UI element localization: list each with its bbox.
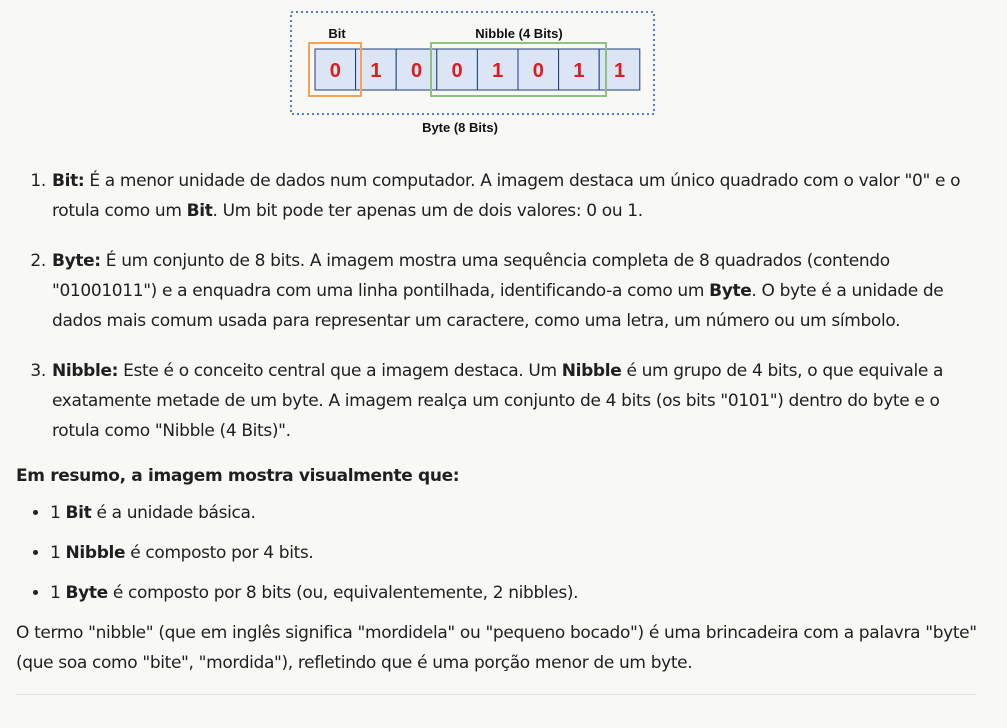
list-item-text: . O byte é a unidade de dados mais comum usada para representar um caractere, como uma letra, um número ou um símbolo. [52, 281, 944, 331]
emphasis: Nibble [561, 361, 622, 381]
bit-value: 1 [613, 60, 626, 82]
emphasis: Byte [65, 583, 108, 603]
bit-value: 0 [410, 60, 423, 82]
summary-count: 1 [50, 543, 66, 563]
byte-label: Byte (8 Bits) [422, 120, 498, 135]
summary-text: é a unidade básica. [91, 503, 256, 523]
summary-item-nibble [50, 538, 981, 568]
definitions-list [16, 166, 981, 446]
explanation-text [16, 166, 981, 678]
term-byte: Byte: [52, 251, 101, 271]
list-item-bit [51, 166, 981, 226]
bit-value: 0 [329, 60, 341, 82]
divider [16, 694, 976, 695]
nibble-label: Nibble (4 Bits) [475, 26, 563, 41]
emphasis: Bit [65, 503, 92, 523]
summary-count: 1 [50, 503, 66, 523]
term-bit: Bit: [52, 171, 85, 191]
list-item-text: É um conjunto de 8 bits. A imagem mostra uma sequência completa de 8 quadrados (contendo "01001011") e a enquadra com uma linha pontilhada, identificando-a como um [52, 251, 890, 301]
emphasis: Byte [709, 281, 752, 301]
list-item-text: é um grupo de 4 bits, o que equivale a exatamente metade de um byte. A imagem realça um conjunto de 4 bits (os bits "0101") dentro do byte e o rotula como "Nibble (4 Bits)". [52, 361, 944, 441]
list-item-text: Este é o conceito central que a imagem destaca. Um [118, 361, 562, 381]
diagram-canvas [0, 0, 1007, 145]
emphasis: Nibble [65, 543, 126, 563]
summary-heading: Em resumo, a imagem mostra visualmente que: [16, 466, 460, 486]
bit-cells [315, 49, 640, 90]
list-item-text: É a menor unidade de dados num computador. A imagem destaca um único quadrado com o valor "0" e o rotula como um [52, 171, 961, 221]
bit-value: 0 [532, 60, 544, 82]
summary-text: é composto por 4 bits. [125, 543, 314, 563]
summary-item-bit [50, 498, 981, 528]
bit-label: Bit [328, 26, 346, 41]
bit-value: 1 [492, 60, 504, 82]
term-nibble: Nibble: [52, 361, 119, 381]
summary-item-byte [50, 578, 981, 608]
bit-value: 0 [451, 60, 463, 82]
bit-value: 1 [370, 60, 382, 82]
list-item-text: . Um bit pode ter apenas um de dois valores: 0 ou 1. [212, 201, 643, 221]
list-item-byte [51, 246, 981, 336]
emphasis: Bit [186, 201, 213, 221]
bit-nibble-byte-diagram [0, 0, 1007, 145]
list-item-nibble [51, 356, 981, 446]
summary-list [16, 498, 981, 608]
summary-text: é composto por 8 bits (ou, equivalentemente, 2 nibbles). [107, 583, 579, 603]
summary-count: 1 [50, 583, 66, 603]
bit-value: 1 [573, 60, 585, 82]
closing-paragraph: O termo "nibble" (que em inglês significa "mordidela" ou "pequeno bocado") é uma brincadeira com a palavra "byte" (que soa como "bite", "mordida"), refletindo que é uma porção menor de um byte. [16, 623, 977, 673]
